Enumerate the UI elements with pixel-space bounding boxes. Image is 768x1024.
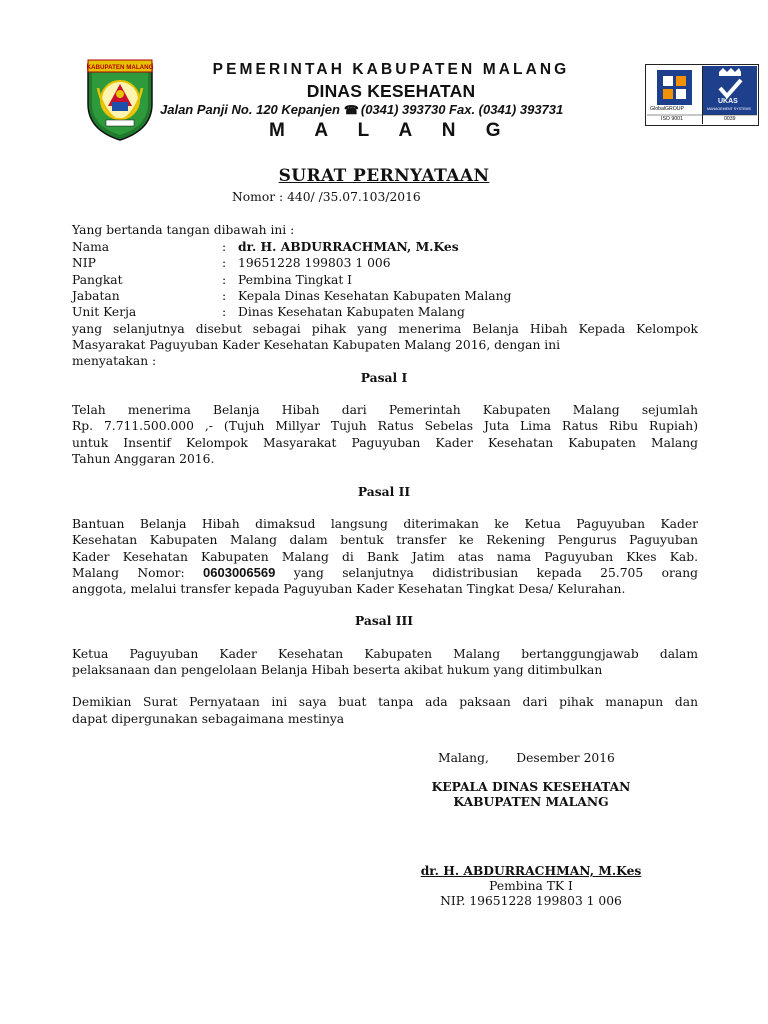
letterhead-city: M A L A N G bbox=[268, 120, 514, 141]
letterhead-address-line bbox=[160, 102, 640, 117]
pasal-2-line-5: anggota, melalui transfer kepada Paguyuban Kader Kesehatan Tingkat Desa/ Kelurahan. bbox=[72, 582, 626, 596]
pasal-2-heading: Pasal II bbox=[357, 484, 411, 499]
pasal-1-line-2: Rp. 7.711.500.000 ,- (Tujuh Millyar Tujuh Ratus Sebelas Juta Lima Ratus Ribu Rupiah) bbox=[72, 419, 698, 433]
cert-right-number: 0039 bbox=[724, 116, 736, 122]
cert-right-sub: MANAGEMENT SYSTEMS bbox=[707, 107, 751, 111]
identity-value-unit: Dinas Kesehatan Kabupaten Malang bbox=[238, 305, 465, 319]
identity-label-name: Nama bbox=[72, 240, 110, 254]
identity-sep-position: : bbox=[222, 289, 227, 303]
pasal-1-line-1: Telah menerima Belanja Hibah dari Pemerintah Kabupaten Malang sejumlah bbox=[72, 403, 698, 417]
cert-right-brand: UKAS bbox=[718, 98, 738, 105]
pasal-3-heading: Pasal III bbox=[355, 613, 413, 628]
statement-line-1: yang selanjutnya disebut sebagai pihak yang menerima Belanja Hibah Kepada Kelompok bbox=[72, 322, 698, 336]
pasal-2-line-4 bbox=[72, 565, 698, 582]
letterhead-government: PEMERINTAH KABUPATEN MALANG bbox=[212, 61, 570, 78]
identity-intro: Yang bertanda tangan dibawah ini : bbox=[72, 223, 295, 237]
cert-left-standard: ISO 9001 bbox=[661, 116, 683, 122]
document-title: SURAT PERNYATAAN bbox=[278, 166, 490, 186]
phone-icon: ☎ bbox=[343, 103, 359, 117]
identity-value-position: Kepala Dinas Kesehatan Kabupaten Malang bbox=[238, 289, 512, 303]
bank-account-number: 0603006569 bbox=[203, 565, 276, 580]
pasal-1-heading: Pasal I bbox=[360, 370, 408, 385]
letterhead-phone: (0341) 393730 Fax. (0341) 393731 bbox=[360, 102, 564, 117]
statement-line-3: menyatakan : bbox=[72, 354, 157, 368]
identity-sep-rank: : bbox=[222, 273, 227, 287]
pasal-3-line-2: pelaksanaan dan pengelolaan Belanja Hibah beserta akibat hukum yang ditimbulkan bbox=[72, 663, 603, 677]
certification-badges bbox=[645, 64, 759, 126]
document-number: Nomor : 440/ /35.07.103/2016 bbox=[232, 190, 421, 204]
closing-line-1: Demikian Surat Pernyataan ini saya buat tanpa ada paksaan dari pihak manapun dan bbox=[72, 695, 698, 709]
signature-office-line-1: KEPALA DINAS KESEHATAN bbox=[431, 779, 631, 794]
letterhead-office: DINAS KESEHATAN bbox=[306, 81, 476, 101]
signatory-rank: Pembina TK I bbox=[489, 879, 573, 893]
pasal-2-line-4-post: yang selanjutnya didistribusian kepada 25.705 orang bbox=[275, 566, 698, 580]
pasal-2-line-1: Bantuan Belanja Hibah dimaksud langsung diterimakan ke Ketua Paguyuban Kader bbox=[72, 517, 698, 531]
identity-value-name: dr. H. ABDURRACHMAN, M.Kes bbox=[238, 239, 459, 254]
pasal-1-line-4: Tahun Anggaran 2016. bbox=[72, 452, 215, 466]
statement-line-2: Masyarakat Paguyuban Kader Kesehatan Kabupaten Malang 2016, dengan ini bbox=[72, 338, 561, 352]
regency-emblem-logo bbox=[84, 58, 156, 142]
signature-office-line-2: KABUPATEN MALANG bbox=[453, 794, 609, 809]
ukas-logo bbox=[703, 66, 757, 124]
identity-label-rank: Pangkat bbox=[72, 273, 123, 287]
signatory-name: dr. H. ABDURRACHMAN, M.Kes bbox=[420, 863, 642, 878]
identity-label-nip: NIP bbox=[72, 256, 96, 270]
signature-place-date: Malang, Desember 2016 bbox=[438, 751, 615, 765]
signatory-nip: NIP. 19651228 199803 1 006 bbox=[440, 894, 622, 908]
identity-value-rank: Pembina Tingkat I bbox=[238, 273, 353, 287]
cert-left-brand: GlobalGROUP bbox=[650, 106, 685, 112]
emblem-banner-text: KABUPATEN MALANG bbox=[86, 64, 154, 71]
closing-line-2: dapat dipergunakan sebagaimana mestinya bbox=[72, 712, 345, 726]
pasal-1-line-3: untuk Insentif Kelompok Masyarakat Paguyuban Kader Kesehatan Kabupaten Malang bbox=[72, 436, 698, 450]
pasal-3-line-1: Ketua Paguyuban Kader Kesehatan Kabupaten Malang bertanggungjawab dalam bbox=[72, 647, 698, 661]
identity-sep-unit: : bbox=[222, 305, 227, 319]
identity-sep-name: : bbox=[222, 240, 227, 254]
globalgroup-iso-logo bbox=[647, 66, 703, 124]
pasal-2-line-4-pre: Malang Nomor: bbox=[72, 566, 204, 580]
pasal-2-line-2: Kesehatan Kabupaten Malang dalam bentuk transfer ke Rekening Pengurus Paguyuban bbox=[72, 533, 698, 547]
identity-value-nip: 19651228 199803 1 006 bbox=[238, 256, 391, 270]
pasal-2-line-3: Kader Kesehatan Kabupaten Malang di Bank Jatim atas nama Paguyuban Kkes Kab. bbox=[72, 550, 698, 564]
identity-sep-nip: : bbox=[222, 256, 227, 270]
identity-label-position: Jabatan bbox=[72, 289, 120, 303]
identity-label-unit: Unit Kerja bbox=[72, 305, 137, 319]
letterhead-address: Jalan Panji No. 120 Kepanjen bbox=[160, 102, 340, 117]
